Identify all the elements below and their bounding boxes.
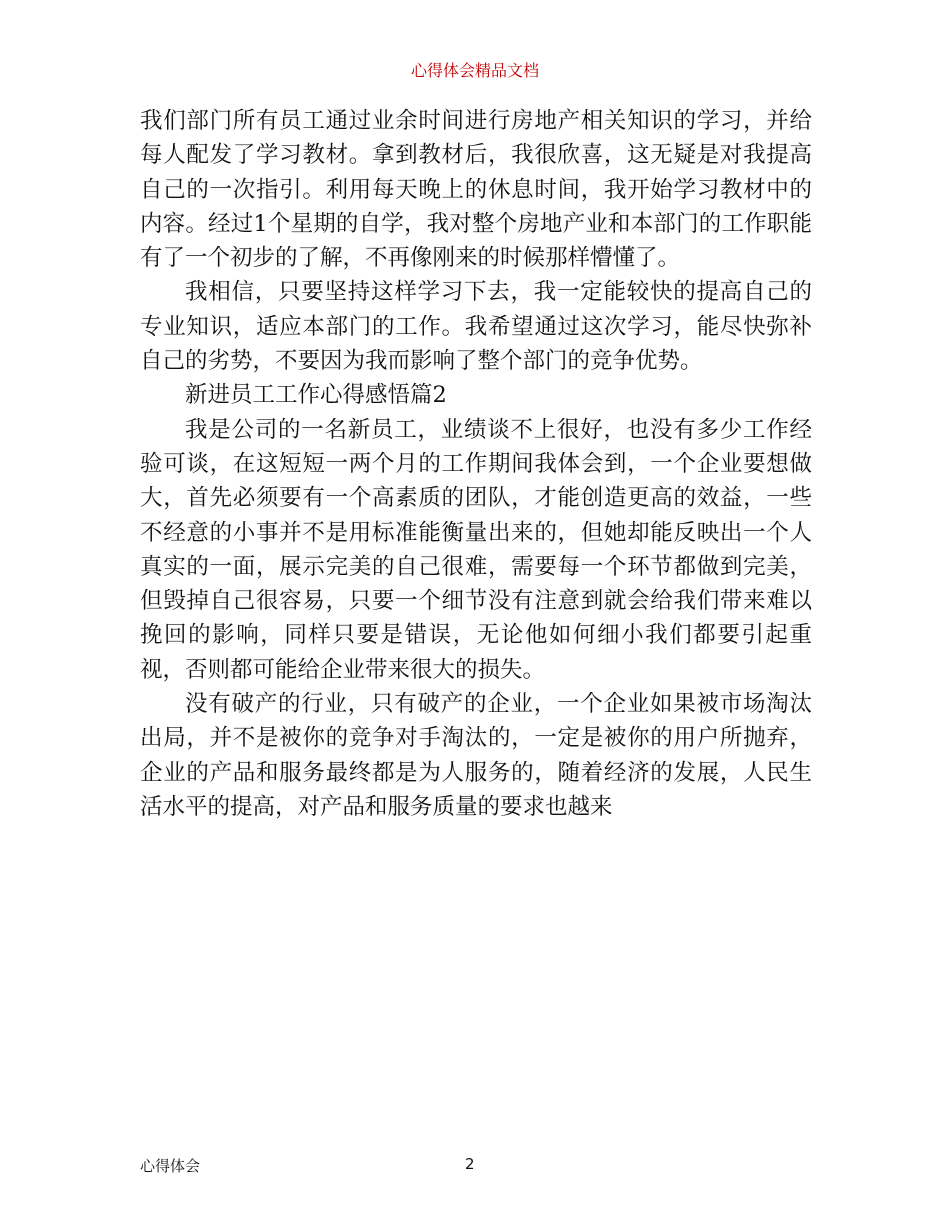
document-body xyxy=(140,104,812,824)
section-heading: 新进员工工作心得感悟篇2 xyxy=(185,382,447,409)
paragraph-1: 我们部门所有员工通过业余时间进行房地产相关知识的学习，并给每人配发了学习教材。拿到教材后，我很欣喜，这无疑是对我提高自己的一次指引。利用每天晚上的休息时间，我开始学习教材中的内容。经过1个星期的自学，我对整个房地产业和本部门的工作职能有了一个初步的了解，不再像刚来的时候那样懵懂了。 xyxy=(140,108,812,272)
footer-label: 心得体会 xyxy=(140,1157,201,1175)
paragraph-4: 没有破产的行业，只有破产的企业，一个企业如果被市场淘汰出局，并不是被你的竞争对手淘汰的，一定是被你的用户所抛弃，企业的产品和服务最终都是为人服务的，随着经济的发展，人民生活水平的提高，对产品和服务质量的要求也越来 xyxy=(140,691,812,820)
paragraph-3: 我是公司的一名新员工，业绩谈不上很好，也没有多少工作经验可谈，在这短短一两个月的工作期间我体会到，一个企业要想做大，首先必须要有一个高素质的团队，才能创造更高的效益，一些不经意的小事并不是用标准能衡量出来的，但她却能反映出一个人真实的一面，展示完美的自己很难，需要每一个环节都做到完美，但毁掉自己很容易，只要一个细节没有注意到就会给我们带来难以挽回的影响，同样只要是错误，无论他如何细小我们都要引起重视，否则都可能给企业带来很大的损失。 xyxy=(140,416,812,683)
page-header-title: 心得体会精品文档 xyxy=(410,61,539,80)
page-number: 2 xyxy=(465,1155,475,1173)
paragraph-2: 我相信，只要坚持这样学习下去，我一定能较快的提高自己的专业知识，适应本部门的工作。我希望通过这次学习，能尽快弥补自己的劣势，不要因为我而影响了整个部门的竞争优势。 xyxy=(140,279,812,375)
